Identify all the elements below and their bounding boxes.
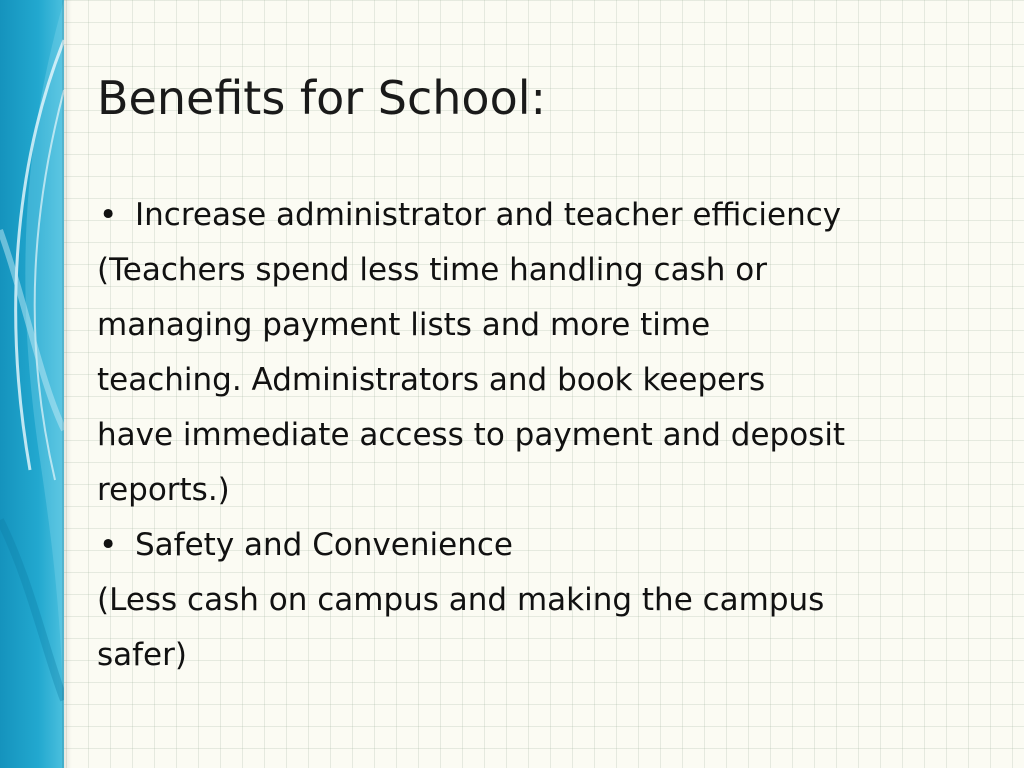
bullet-item-efficiency: [97, 188, 997, 243]
bullet-text: Increase administrator and teacher efficiency: [135, 197, 842, 233]
safety-explanation: [97, 573, 997, 683]
decorative-left-band: [0, 0, 64, 768]
paragraph-line: managing payment lists and more time: [97, 307, 711, 343]
slide-content: [97, 188, 997, 683]
bullet-text: Safety and Convenience: [135, 527, 513, 563]
paragraph-line: (Less cash on campus and making the campus: [97, 582, 825, 618]
paragraph-line: have immediate access to payment and deposit: [97, 417, 846, 453]
wave-decoration-icon: [0, 0, 64, 768]
band-shadow: [62, 0, 72, 768]
paragraph-line: safer): [97, 637, 187, 673]
bullet-icon: •: [99, 197, 118, 233]
efficiency-explanation: [97, 243, 997, 518]
paragraph-line: reports.): [97, 472, 230, 508]
paragraph-line: teaching. Administrators and book keepers: [97, 362, 766, 398]
slide-title: Benefits for School:: [97, 71, 546, 125]
bullet-icon: •: [99, 527, 118, 563]
paragraph-line: (Teachers spend less time handling cash or: [97, 252, 767, 288]
bullet-item-safety: [97, 518, 997, 573]
